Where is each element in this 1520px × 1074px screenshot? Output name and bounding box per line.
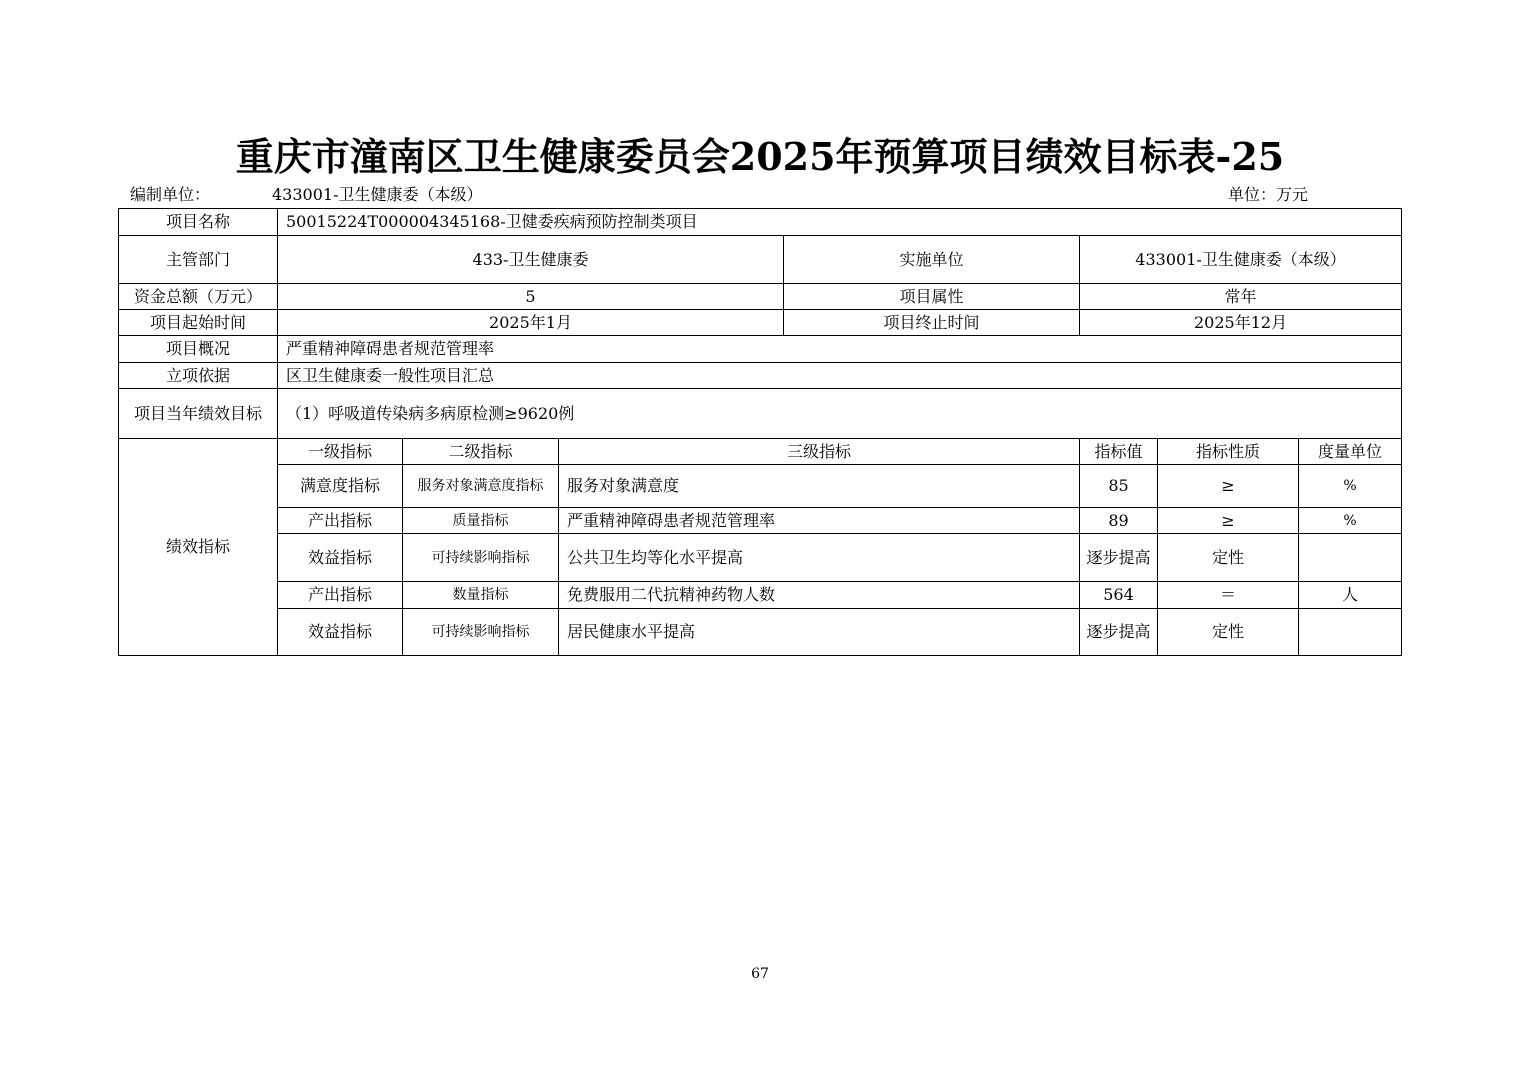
attr-label: 项目属性 <box>784 284 1080 310</box>
unit-cell: % <box>1299 465 1402 508</box>
header-value: 指标值 <box>1080 439 1158 465</box>
nature-cell: ＝ <box>1158 582 1299 609</box>
level3-cell: 严重精神障碍患者规范管理率 <box>559 508 1080 534</box>
project-name-label: 项目名称 <box>119 209 278 236</box>
performance-table <box>118 208 1402 656</box>
indicators-section-label: 绩效指标 <box>119 439 278 656</box>
unit-label: 单位：万元 <box>1228 185 1309 204</box>
unit-cell: 人 <box>1299 582 1402 609</box>
nature-cell: 定性 <box>1158 609 1299 656</box>
funds-label: 资金总额（万元） <box>119 284 278 310</box>
level2-cell: 服务对象满意度指标 <box>403 465 559 508</box>
value-cell: 逐步提高 <box>1080 609 1158 656</box>
level1-cell: 效益指标 <box>278 534 403 582</box>
level1-cell: 效益指标 <box>278 609 403 656</box>
goal-label: 项目当年绩效目标 <box>119 389 278 439</box>
project-name-value: 50015224T000004345168-卫健委疾病预防控制类项目 <box>278 209 1402 236</box>
basis-label: 立项依据 <box>119 363 278 389</box>
row-goal <box>119 389 1402 439</box>
level2-cell: 可持续影响指标 <box>403 609 559 656</box>
overview-value: 严重精神障碍患者规范管理率 <box>278 336 1402 363</box>
row-basis <box>119 363 1402 389</box>
unit-cell <box>1299 534 1402 582</box>
end-label: 项目终止时间 <box>784 310 1080 336</box>
impl-value: 433001-卫生健康委（本级） <box>1080 236 1402 284</box>
dept-label: 主管部门 <box>119 236 278 284</box>
level3-cell: 居民健康水平提高 <box>559 609 1080 656</box>
org-value: 433001-卫生健康委（本级） <box>272 185 483 204</box>
start-label: 项目起始时间 <box>119 310 278 336</box>
unit-cell: % <box>1299 508 1402 534</box>
goal-value: （1）呼吸道传染病多病原检测≥9620例 <box>278 389 1402 439</box>
header-unit: 度量单位 <box>1299 439 1402 465</box>
indicator-header-row <box>119 439 1402 465</box>
value-cell: 89 <box>1080 508 1158 534</box>
value-cell: 564 <box>1080 582 1158 609</box>
level2-cell: 数量指标 <box>403 582 559 609</box>
row-overview <box>119 336 1402 363</box>
row-funds <box>119 284 1402 310</box>
overview-label: 项目概况 <box>119 336 278 363</box>
header-nature: 指标性质 <box>1158 439 1299 465</box>
table-row <box>119 582 1402 609</box>
row-dept <box>119 236 1402 284</box>
page-number: 67 <box>751 966 769 982</box>
nature-cell: 定性 <box>1158 534 1299 582</box>
level2-cell: 可持续影响指标 <box>403 534 559 582</box>
header-level2: 二级指标 <box>403 439 559 465</box>
table-row <box>119 609 1402 656</box>
value-cell: 85 <box>1080 465 1158 508</box>
basis-value: 区卫生健康委一般性项目汇总 <box>278 363 1402 389</box>
row-project-name <box>119 209 1402 236</box>
level2-cell: 质量指标 <box>403 508 559 534</box>
end-value: 2025年12月 <box>1080 310 1402 336</box>
level3-cell: 免费服用二代抗精神药物人数 <box>559 582 1080 609</box>
start-value: 2025年1月 <box>278 310 784 336</box>
org-label: 编制单位： <box>130 185 211 204</box>
header-level1: 一级指标 <box>278 439 403 465</box>
header-level3: 三级指标 <box>559 439 1080 465</box>
page-title: 重庆市潼南区卫生健康委员会2025年预算项目绩效目标表-25 <box>235 134 1285 179</box>
nature-cell: ≥ <box>1158 465 1299 508</box>
dept-value: 433-卫生健康委 <box>278 236 784 284</box>
level1-cell: 产出指标 <box>278 508 403 534</box>
attr-value: 常年 <box>1080 284 1402 310</box>
value-cell: 逐步提高 <box>1080 534 1158 582</box>
funds-value: 5 <box>278 284 784 310</box>
level3-cell: 公共卫生均等化水平提高 <box>559 534 1080 582</box>
level1-cell: 产出指标 <box>278 582 403 609</box>
row-time <box>119 310 1402 336</box>
impl-label: 实施单位 <box>784 236 1080 284</box>
table-row <box>119 534 1402 582</box>
level1-cell: 满意度指标 <box>278 465 403 508</box>
unit-cell <box>1299 609 1402 656</box>
table-row <box>119 508 1402 534</box>
nature-cell: ≥ <box>1158 508 1299 534</box>
level3-cell: 服务对象满意度 <box>559 465 1080 508</box>
table-row <box>119 465 1402 508</box>
